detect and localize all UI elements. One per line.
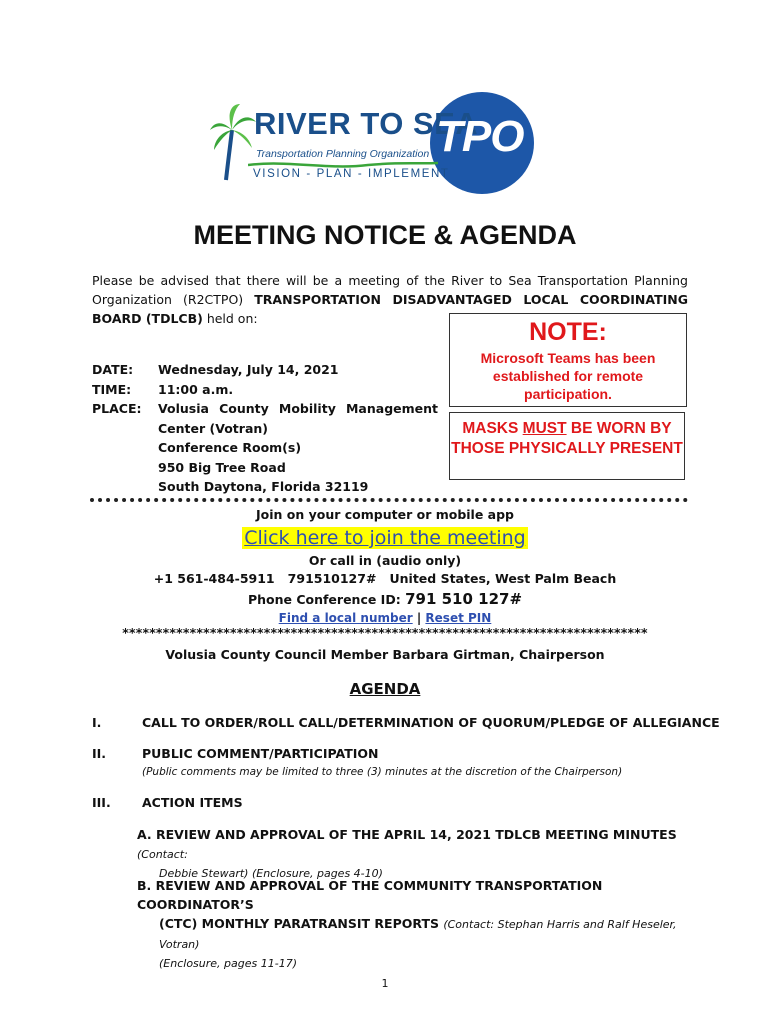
agenda-heading: AGENDA [349, 680, 421, 698]
agenda-item-1-text: CALL TO ORDER/ROLL CALL/DETERMINATION OF QUORUM/PLEDGE OF ALLEGIANCE [142, 715, 720, 730]
meeting-details [92, 360, 438, 497]
agenda-item-2-number: II. [92, 746, 107, 761]
agenda-item-2-note: (Public comments may be limited to three (3) minutes at the discretion of the Chairperson) [142, 766, 623, 778]
subitem-a-contact: (Contact: [137, 848, 188, 861]
reset-pin-link[interactable]: Reset PIN [425, 611, 492, 625]
logo-tpo-text: TPO [436, 112, 524, 161]
agenda-subitem-a [137, 825, 689, 883]
date-label: DATE: [92, 362, 134, 377]
mask-post: BE WORN BY THOSE PHYSICALLY PRESENT [451, 420, 683, 457]
phone-links [0, 611, 770, 625]
join-instructions: Join on your computer or mobile app [256, 507, 514, 522]
agenda-item-1-number: I. [92, 715, 102, 730]
conference-id [0, 590, 770, 608]
intro-board-name: TRANSPORTATION DISADVANTAGED LOCAL COORDINATING BOARD (TDLCB) [92, 292, 688, 326]
join-meeting-link[interactable]: Click here to join the meeting [244, 527, 526, 549]
r2ctpo-logo [208, 100, 528, 200]
join-meeting-link-wrap [0, 527, 770, 549]
find-local-number-link[interactable]: Find a local number [278, 611, 413, 625]
logo-subtitle: Transportation Planning Organization [256, 148, 430, 160]
place-line-1: Volusia County Mobility Management [158, 401, 438, 416]
chairperson: Volusia County Council Member Barbara Girtman, Chairperson [165, 647, 605, 662]
call-in-label: Or call in (audio only) [308, 553, 462, 568]
conference-id-label: Phone Conference ID: [247, 592, 406, 607]
logo-tagline: VISION - PLAN - IMPLEMENT [253, 168, 450, 180]
place-line-3: Conference Room(s) [158, 440, 302, 455]
agenda-item-3-number: III. [92, 795, 111, 810]
note-box [449, 313, 687, 407]
subitem-a-text: REVIEW AND APPROVAL OF THE APRIL 14, 2021 TDLCB MEETING MINUTES [156, 827, 677, 842]
intro-tail: held on: [202, 311, 258, 326]
mask-notice [449, 412, 685, 480]
subitem-b-contact: (Contact: Stephan Harris and Ralf Heseler, Votran) [159, 918, 677, 951]
star-divider: ****************************************************************************** [122, 625, 648, 640]
note-text: Microsoft Teams has been established for remote participation. [480, 350, 656, 402]
note-title: NOTE: [529, 318, 607, 346]
place-line-2: Center (Votran) [158, 420, 268, 436]
date-value: Wednesday, July 14, 2021 [158, 362, 339, 377]
agenda-item-2-text: PUBLIC COMMENT/PARTICIPATION [142, 746, 379, 761]
agenda-subitem-b [137, 876, 689, 973]
link-separator: | [412, 611, 426, 625]
mask-pre: MASKS [462, 420, 523, 437]
intro-text: Please be advised that there will be a meeting of the River to Sea Transportation Planning Organization (R2CTPO) [92, 273, 688, 307]
mask-must: MUST [522, 420, 567, 437]
subitem-b-contact-2: (Enclosure, pages 11-17) [159, 957, 297, 970]
phone-number: +1 561-484-5911 791510127# United States, West Palm Beach [153, 571, 617, 586]
subitem-b-label: B. [137, 878, 152, 893]
logo-title: RIVER TO SEA [254, 106, 479, 141]
subitem-b-text-2: (CTC) MONTHLY PARATRANSIT REPORTS [159, 916, 439, 931]
place-label: PLACE: [92, 401, 142, 416]
subitem-a-label: A. [137, 827, 152, 842]
agenda-item-3-text: ACTION ITEMS [142, 795, 243, 810]
page-number: 1 [381, 977, 389, 990]
conference-id-value: 791 510 127# [405, 590, 523, 608]
palm-tree-icon [208, 102, 258, 182]
subitem-a-contact-2: Debbie Stewart) (Enclosure, pages 4-10) [159, 867, 383, 880]
place-line-5: South Daytona, Florida 32119 [158, 479, 369, 494]
time-label: TIME: [92, 381, 132, 397]
place-line-4: 950 Big Tree Road [158, 459, 286, 475]
subitem-b-text: REVIEW AND APPROVAL OF THE COMMUNITY TRANSPORTATION COORDINATOR’S [137, 878, 603, 912]
time-value: 11:00 a.m. [158, 381, 234, 397]
page-title: MEETING NOTICE & AGENDA [193, 220, 577, 250]
dotted-divider [90, 498, 688, 506]
